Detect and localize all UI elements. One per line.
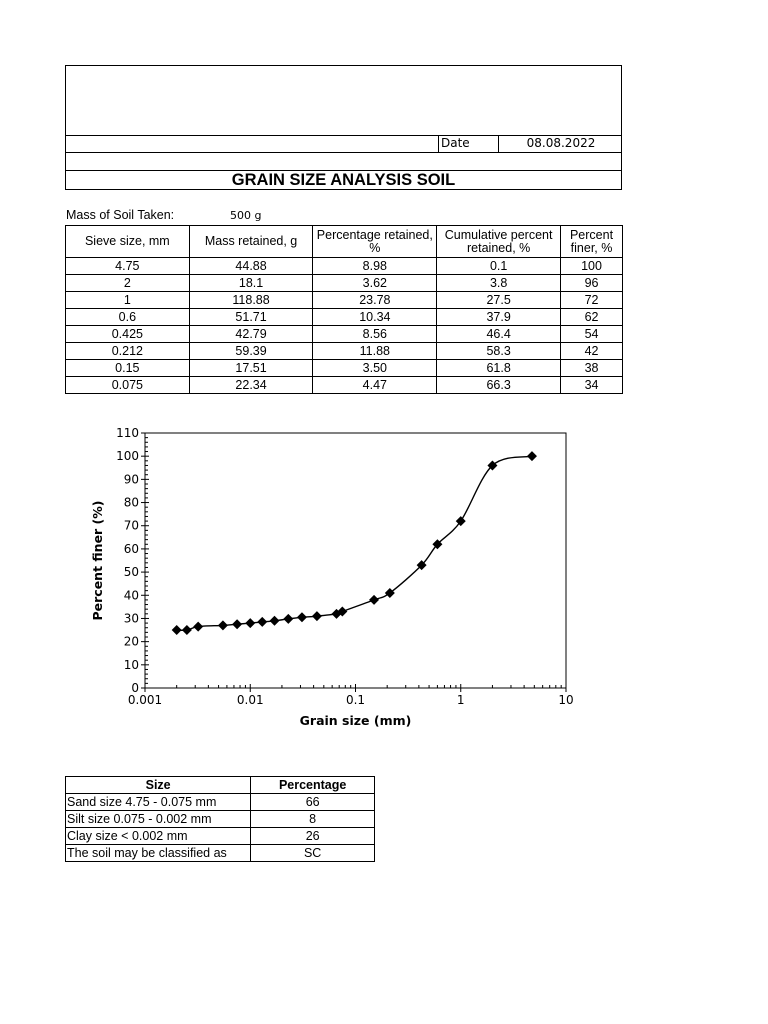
table-cell: 46.4 (437, 326, 561, 343)
table-cell: 42.79 (189, 326, 313, 343)
data-point-marker (218, 620, 228, 630)
data-point-marker (312, 611, 322, 621)
data-point-marker (283, 614, 293, 624)
table-cell: SC (251, 845, 375, 862)
y-tick-label: 0 (131, 681, 139, 695)
table-cell: 62 (561, 309, 623, 326)
data-point-marker (182, 625, 192, 635)
date-label: Date (438, 135, 499, 152)
table-header-row (66, 777, 375, 794)
y-tick-label: 50 (123, 565, 139, 580)
table-row (66, 292, 623, 309)
table-cell: The soil may be classified as (66, 845, 251, 862)
col-header-size: Size (66, 777, 251, 794)
table-row (66, 828, 375, 845)
grain-size-chart (85, 420, 585, 740)
x-tick-label: 1 (456, 693, 465, 707)
table-cell: 3.50 (313, 360, 437, 377)
y-tick-label: 30 (123, 611, 139, 626)
table-cell: 54 (561, 326, 623, 343)
table-cell: 8.98 (313, 258, 437, 275)
col-header-mass-retained: Mass retained, g (189, 226, 313, 258)
table-cell: 96 (561, 275, 623, 292)
x-tick-label: 0.01 (236, 693, 264, 707)
table-cell: 11.88 (313, 343, 437, 360)
table-cell: 26 (251, 828, 375, 845)
x-tick-label: 10 (558, 693, 574, 707)
col-header-percentage: Percentage (251, 777, 375, 794)
mass-label: Mass of Soil Taken: (66, 208, 175, 222)
table-cell: 2 (66, 275, 190, 292)
data-point-marker (193, 622, 203, 632)
data-point-marker (369, 595, 379, 605)
table-row (66, 360, 623, 377)
table-cell: 23.78 (313, 292, 437, 309)
page-title: GRAIN SIZE ANALYSIS SOIL (231, 171, 456, 189)
table-cell: 118.88 (189, 292, 313, 309)
y-tick-label: 20 (123, 634, 139, 649)
table-cell: 8 (251, 811, 375, 828)
table-cell: 38 (561, 360, 623, 377)
table-cell: 66.3 (437, 377, 561, 394)
table-cell: Silt size 0.075 - 0.002 mm (66, 811, 251, 828)
table-cell: 3.8 (437, 275, 561, 292)
table-cell: 0.212 (66, 343, 190, 360)
table-cell: 37.9 (437, 309, 561, 326)
data-point-marker (257, 617, 267, 627)
data-point-marker (527, 451, 537, 461)
series-line (177, 456, 532, 630)
table-cell: 8.56 (313, 326, 437, 343)
y-axis-label: Percent finer (%) (90, 500, 105, 621)
table-header-row (66, 226, 623, 258)
y-tick-label: 60 (123, 541, 139, 556)
table-row (66, 845, 375, 862)
table-row (66, 258, 623, 275)
table-cell: 0.15 (66, 360, 190, 377)
y-tick-label: 10 (123, 657, 139, 672)
table-cell: 17.51 (189, 360, 313, 377)
table-cell: 59.39 (189, 343, 313, 360)
table-cell: 27.5 (437, 292, 561, 309)
table-cell: 18.1 (189, 275, 313, 292)
table-row (66, 794, 375, 811)
header-block (65, 65, 622, 190)
data-point-marker (232, 619, 242, 629)
table-cell: 42 (561, 343, 623, 360)
y-tick-label: 70 (123, 518, 139, 533)
table-row (66, 309, 623, 326)
table-cell: 4.75 (66, 258, 190, 275)
plot-area-frame (145, 433, 566, 688)
table-cell: 0.425 (66, 326, 190, 343)
table-cell: 4.47 (313, 377, 437, 394)
summary-table (65, 776, 375, 862)
data-point-marker (270, 616, 280, 626)
table-cell: Clay size < 0.002 mm (66, 828, 251, 845)
table-cell: 58.3 (437, 343, 561, 360)
table-cell: 3.62 (313, 275, 437, 292)
date-value: 08.08.2022 (526, 136, 596, 150)
x-tick-label: 0.1 (345, 693, 366, 707)
data-point-marker (385, 588, 395, 598)
data-point-marker (245, 618, 255, 628)
col-header-cumulative-retained: Cumulative percent retained, % (437, 226, 561, 258)
table-cell: 22.34 (189, 377, 313, 394)
table-cell: 66 (251, 794, 375, 811)
sieve-table (65, 225, 623, 394)
table-cell: 72 (561, 292, 623, 309)
table-row (66, 326, 623, 343)
table-cell: 1 (66, 292, 190, 309)
y-tick-label: 100 (116, 449, 139, 464)
table-row (66, 377, 623, 394)
y-tick-label: 90 (123, 472, 139, 487)
col-header-percent-finer: Percent finer, % (561, 226, 623, 258)
y-tick-label: 40 (123, 588, 139, 603)
x-tick-label: 0.001 (127, 693, 163, 707)
header-divider (66, 152, 621, 153)
table-cell: 61.8 (437, 360, 561, 377)
data-point-marker (172, 625, 182, 635)
col-header-percentage-retained: Percentage retained, % (313, 226, 437, 258)
table-cell: 0.6 (66, 309, 190, 326)
y-tick-label: 110 (116, 426, 139, 440)
mass-value: 500 g (230, 209, 262, 222)
table-cell: 0.1 (437, 258, 561, 275)
data-point-marker (297, 612, 307, 622)
table-row (66, 343, 623, 360)
table-cell: 10.34 (313, 309, 437, 326)
table-cell: 51.71 (189, 309, 313, 326)
table-row (66, 275, 623, 292)
table-cell: 34 (561, 377, 623, 394)
table-cell: Sand size 4.75 - 0.075 mm (66, 794, 251, 811)
x-axis-label: Grain size (mm) (299, 713, 412, 728)
table-cell: 100 (561, 258, 623, 275)
table-row (66, 811, 375, 828)
table-cell: 0.075 (66, 377, 190, 394)
table-cell: 44.88 (189, 258, 313, 275)
y-tick-label: 80 (123, 495, 139, 510)
col-header-sieve-size: Sieve size, mm (66, 226, 190, 258)
